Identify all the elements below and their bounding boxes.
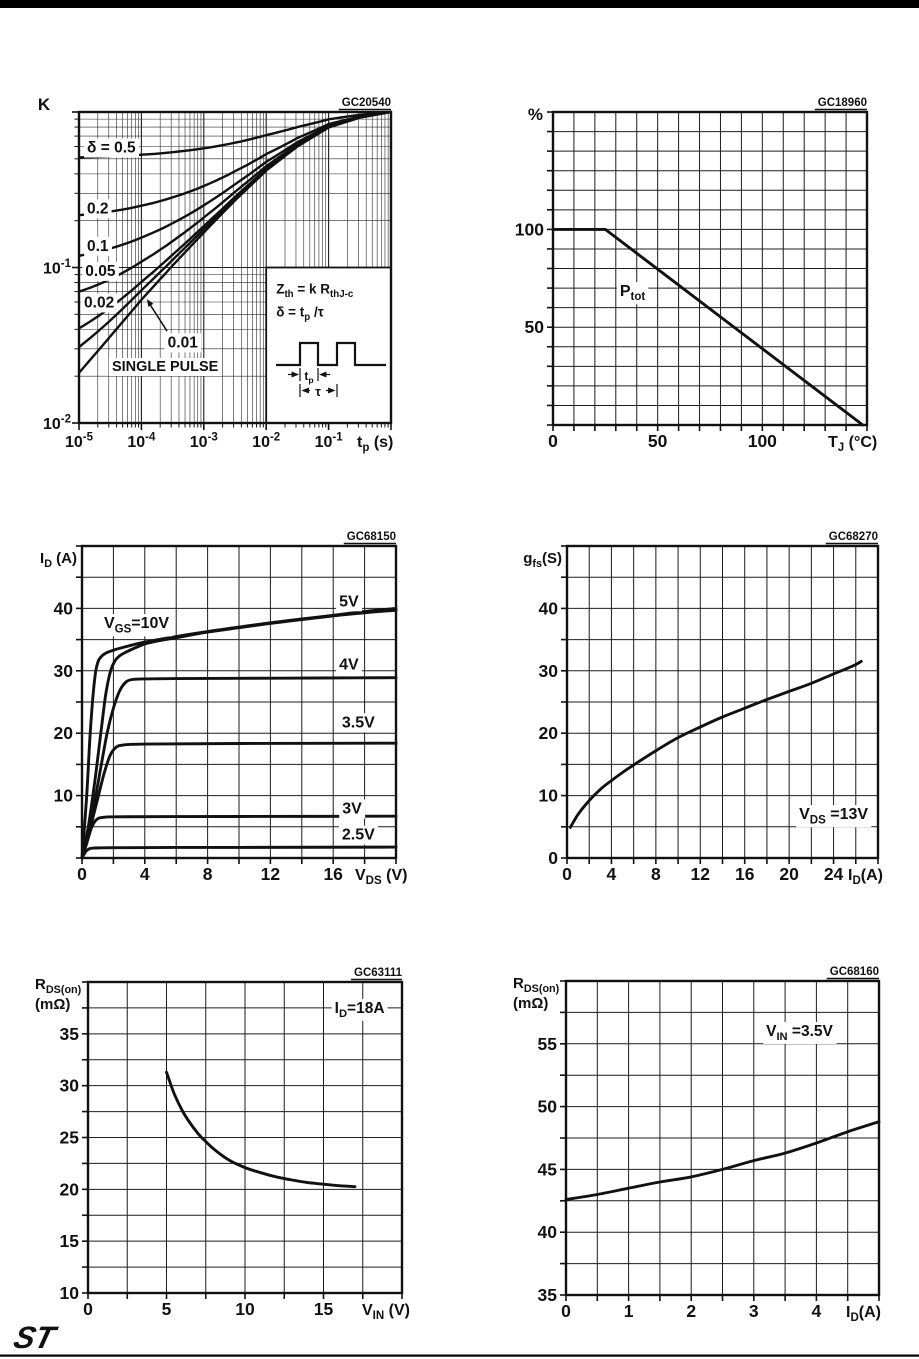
svg-text:12: 12 (260, 864, 281, 884)
svg-text:K: K (37, 95, 51, 114)
svg-text:40: 40 (53, 598, 73, 619)
svg-text:gfs(S): $g_{fs}(S)$ (523, 550, 562, 570)
svg-text:GC18960: GC18960 (817, 97, 867, 109)
svg-text:10-1: $10^{-1}$ (42, 257, 71, 278)
svg-text:5V: 5V (339, 593, 359, 611)
svg-text:8: 8 (650, 864, 661, 884)
svg-text:3.5V: 3.5V (341, 714, 375, 732)
svg-text:0.1: 0.1 (87, 237, 109, 255)
svg-text:10: 10 (53, 785, 73, 806)
chart-output-characteristics (40, 531, 407, 887)
chart-rdson-vs-drain-current (513, 966, 881, 1324)
svg-text:RDS(on): $R_{DS(on)}$ (513, 975, 560, 995)
svg-text:VIN =3.5V: $V_{IN} =3.5V$ (766, 1022, 833, 1043)
svg-text:GC68270: GC68270 (828, 531, 878, 543)
svg-text:4: 4 (139, 864, 150, 884)
svg-text:10-1: $10^{-1}$ (314, 431, 343, 451)
svg-text:2: 2 (686, 1301, 697, 1321)
svg-text:VIN (V): $V_{IN}$ (V) (362, 1302, 410, 1323)
svg-text:VDS (V): $V_{DS}$ (V) (355, 867, 408, 888)
svg-text:10: 10 (235, 1299, 255, 1319)
svg-text:20: 20 (53, 723, 73, 744)
svg-text:tp (s): $t_p$ (s) (357, 434, 394, 455)
svg-text:0.2: 0.2 (87, 200, 109, 218)
chart-power-derating (515, 97, 877, 454)
svg-text:0.05: 0.05 (85, 262, 116, 280)
svg-text:Ptot: $P_{tot}$ (619, 283, 646, 304)
svg-text:30: 30 (538, 660, 558, 681)
svg-text:100: 100 (514, 219, 544, 240)
svg-text:16: 16 (734, 864, 755, 884)
svg-text:%: % (527, 105, 543, 124)
svg-text:0: 0 (561, 1301, 571, 1321)
svg-text:25: 25 (59, 1127, 79, 1148)
svg-text:15: 15 (59, 1231, 79, 1252)
svg-text:55: 55 (537, 1033, 557, 1054)
svg-text:τ: τ (315, 385, 321, 399)
svg-text:10: 10 (59, 1283, 79, 1303)
svg-text:50: 50 (647, 431, 668, 451)
svg-text:12: 12 (690, 864, 711, 884)
svg-text:Zth = k RthJ-c: $Z_{th} = k$ $R_{thJ-c}$ (276, 281, 354, 300)
svg-text:2.5V: 2.5V (341, 826, 375, 844)
svg-text:GC20540: GC20540 (341, 97, 391, 109)
svg-text:0.02: 0.02 (84, 294, 115, 312)
svg-text:0: 0 (548, 431, 558, 451)
svg-text:4: 4 (606, 864, 617, 884)
svg-text:1: 1 (623, 1301, 634, 1321)
svg-text:GC63111: GC63111 (354, 967, 402, 979)
svg-text:10-5: $10^{-5}$ (64, 431, 94, 451)
svg-text:10-4: $10^{-4}$ (127, 431, 156, 451)
svg-text:GC68160: GC68160 (829, 966, 879, 978)
svg-text:ID=18A: $I_D=18A$ (334, 999, 385, 1020)
svg-text:0: 0 (83, 1299, 93, 1319)
svg-text:ST: ST (10, 1320, 59, 1355)
svg-text:δ = tp /τ: $\delta = t_p$ /τ (276, 304, 324, 323)
svg-text:ID(A): $I_D(A)$ (846, 1304, 881, 1325)
bottom-rule (0, 1355, 919, 1357)
svg-text:45: 45 (537, 1159, 557, 1180)
svg-text:30: 30 (53, 660, 73, 681)
st-logo (10, 1320, 61, 1354)
svg-text:ID(A): $I_D(A)$ (848, 867, 883, 888)
svg-text:3V: 3V (342, 800, 362, 818)
svg-text:ID (A): $I_D$ (A) (40, 550, 77, 570)
svg-text:15: 15 (313, 1299, 334, 1319)
svg-text:0.01: 0.01 (167, 334, 198, 352)
svg-text:(mΩ): (mΩ) (35, 996, 71, 1013)
chart-thermal-impedance-k-factor (38, 95, 394, 454)
svg-text:RDS(on): $R_{DS(on)}$ (35, 976, 82, 996)
svg-text:4: 4 (811, 1301, 822, 1321)
chart-transconductance (523, 531, 883, 887)
svg-text:24: 24 (823, 864, 844, 884)
svg-text:16: 16 (323, 864, 343, 884)
svg-text:40: 40 (538, 598, 558, 619)
svg-text:GC68150: GC68150 (346, 531, 396, 543)
svg-text:5: 5 (161, 1299, 172, 1319)
svg-text:40: 40 (537, 1222, 557, 1243)
svg-text:20: 20 (538, 723, 558, 744)
svg-text:SINGLE PULSE: SINGLE PULSE (111, 359, 219, 376)
svg-text:8: 8 (202, 864, 213, 884)
svg-text:10-2: $10^{-2}$ (42, 413, 71, 433)
svg-text:20: 20 (779, 864, 799, 884)
svg-text:10-3: $10^{-3}$ (189, 431, 218, 451)
svg-text:10: 10 (538, 785, 558, 806)
top-border-bar (0, 0, 919, 8)
svg-text:tp: $t_p$ (304, 369, 314, 386)
svg-text:3: 3 (748, 1301, 759, 1321)
svg-text:TJ (°C): $T_J$ (°C) (828, 434, 878, 455)
svg-text:30: 30 (59, 1075, 79, 1096)
svg-text:35: 35 (537, 1285, 557, 1305)
svg-text:10-2: $10^{-2}$ (252, 431, 281, 451)
svg-text:VGS=10V: $V_{GS}=10V$ (103, 615, 170, 636)
svg-text:20: 20 (59, 1179, 79, 1200)
svg-text:100: 100 (747, 431, 777, 451)
svg-text:50: 50 (524, 317, 544, 338)
chart-rdson-vs-gate-voltage (35, 967, 410, 1322)
svg-text:0: 0 (77, 864, 87, 884)
svg-text:δ = 0.5: δ = 0.5 (87, 139, 136, 157)
svg-text:(mΩ): (mΩ) (513, 995, 549, 1012)
svg-text:VDS =13V: $V_{DS} =13V$ (799, 806, 869, 827)
svg-text:4V: 4V (339, 656, 359, 674)
svg-text:0: 0 (562, 864, 572, 884)
svg-text:50: 50 (537, 1096, 557, 1117)
svg-text:35: 35 (59, 1023, 79, 1044)
svg-text:0: 0 (548, 848, 558, 868)
